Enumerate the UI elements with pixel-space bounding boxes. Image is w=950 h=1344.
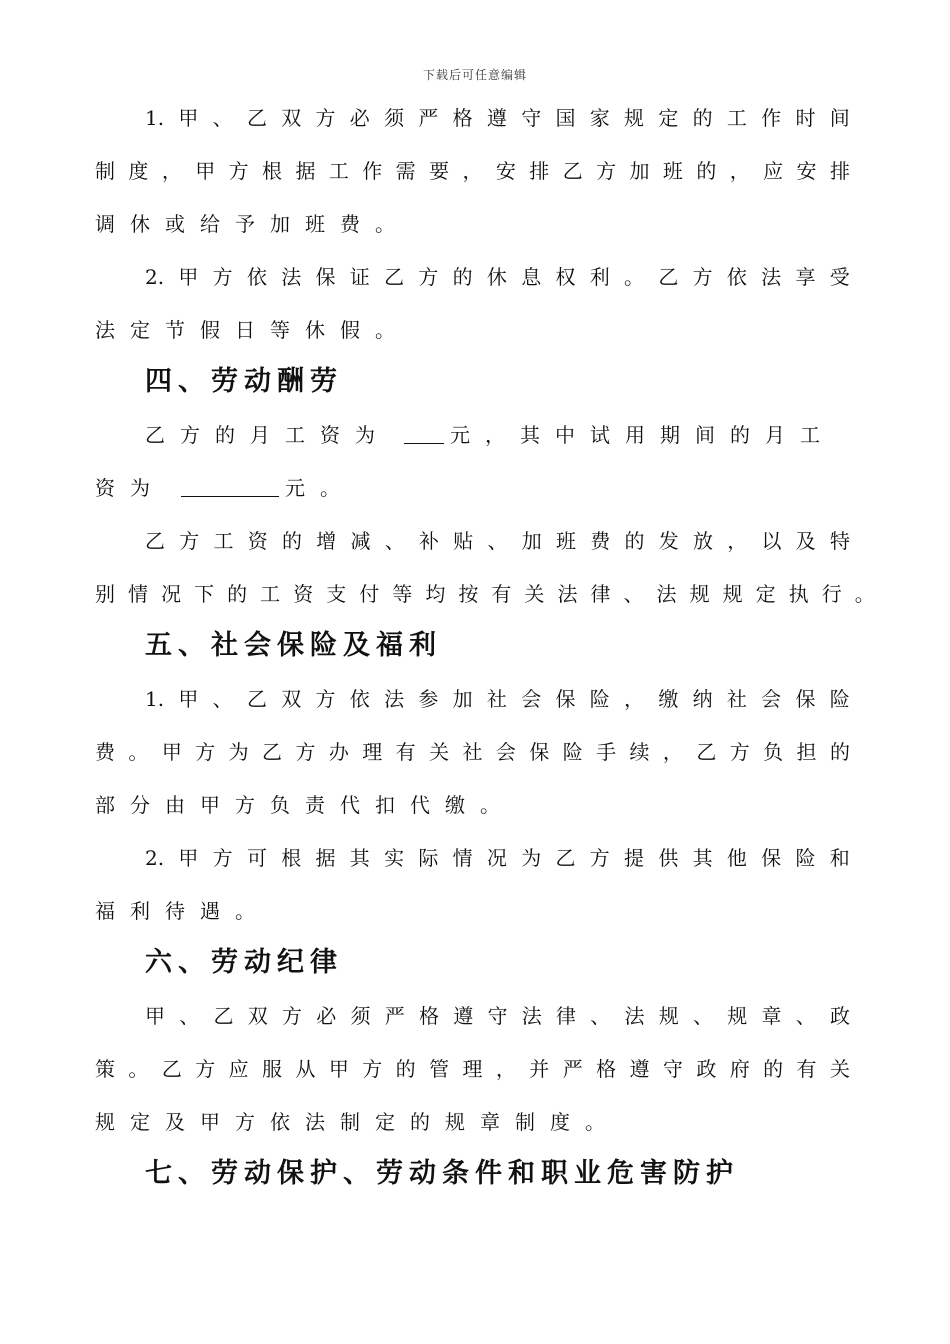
text-glyph: 加 (452, 687, 473, 711)
section-heading-discipline: 六、劳动纪律 (145, 947, 343, 978)
text-glyph: 制 (340, 1110, 360, 1134)
text-glyph: 有 (796, 1057, 817, 1081)
text-glyph: 方 (195, 1057, 216, 1081)
text-glyph: 甲 (178, 265, 199, 289)
text-glyph: 关 (429, 740, 450, 764)
text-glyph: 险 (589, 687, 610, 711)
text-glyph: 或 (165, 212, 185, 236)
text-glyph: 的 (452, 265, 473, 289)
text-glyph: 减 (350, 529, 371, 553)
text-glyph: 定 (755, 582, 776, 606)
text-glyph: 。 (480, 793, 500, 817)
text-glyph: 定 (130, 1110, 150, 1134)
salary-text-b: 元，其中试用期间的月工 (450, 423, 835, 447)
text-glyph: 社 (486, 687, 507, 711)
text-glyph: 规 (624, 106, 645, 130)
section-heading-insurance: 五、社会保险及福利 (145, 630, 442, 661)
text-glyph: 遵 (453, 1004, 474, 1028)
text-glyph: 下 (194, 582, 215, 606)
text-glyph: 放 (693, 529, 713, 553)
text-glyph: 法 (656, 582, 677, 606)
text-glyph: 工 (213, 529, 234, 553)
text-glyph: 方 (179, 529, 200, 553)
text-glyph: 。 (235, 899, 255, 923)
text-glyph: 会 (495, 740, 516, 764)
text-glyph: 律 (590, 582, 611, 606)
text-glyph: 策 (95, 1057, 115, 1081)
text-glyph: 方 (589, 846, 610, 870)
text-glyph: 况 (486, 846, 507, 870)
text-glyph: 法 (95, 318, 115, 342)
text-glyph: 双 (247, 1004, 268, 1028)
text-glyph: 他 (726, 846, 747, 870)
text-glyph: 双 (281, 106, 302, 130)
text-glyph: 守 (662, 1057, 683, 1081)
text-glyph: 险 (795, 846, 816, 870)
text-glyph: 费 (340, 212, 360, 236)
section-heading-remuneration: 四、劳动酬劳 (145, 366, 343, 397)
text-glyph: 假 (200, 318, 220, 342)
text-glyph: 甲 (178, 106, 199, 130)
text-glyph: 加 (270, 212, 290, 236)
text-glyph: 作 (362, 159, 383, 183)
text-glyph: 乙 (555, 846, 576, 870)
text-glyph: 的 (829, 740, 850, 764)
text-glyph: 方 (692, 265, 713, 289)
text-glyph: 根 (281, 846, 302, 870)
text-glyph: 待 (165, 899, 185, 923)
text-glyph: 格 (596, 1057, 617, 1081)
text-glyph: 加 (629, 159, 650, 183)
text-glyph: 方 (315, 106, 336, 130)
text-glyph: 。 (128, 1057, 149, 1081)
text-glyph: 提 (624, 846, 645, 870)
text-glyph: 从 (295, 1057, 316, 1081)
text-glyph: 安 (495, 159, 516, 183)
text-glyph: 参 (418, 687, 439, 711)
text-glyph: 、 (623, 582, 644, 606)
text-glyph: 工 (726, 106, 747, 130)
page-header-note: 下载后可任意编辑 (422, 68, 527, 82)
text-glyph: 2. (145, 265, 165, 289)
text-glyph: 班 (662, 159, 683, 183)
text-glyph: 服 (262, 1057, 283, 1081)
text-glyph: 受 (829, 265, 850, 289)
text-glyph: 办 (328, 740, 349, 764)
text-glyph: 定 (130, 318, 150, 342)
text-glyph: 为 (521, 846, 542, 870)
text-glyph: 遵 (629, 1057, 650, 1081)
text-glyph: 法 (281, 265, 302, 289)
text-line (145, 263, 850, 291)
text-glyph: 应 (763, 159, 784, 183)
text-glyph: 费 (590, 529, 611, 553)
salary-line-1 (145, 421, 835, 449)
text-glyph: 及 (165, 1110, 185, 1134)
text-glyph: ， (727, 529, 748, 553)
text-glyph: 方 (235, 793, 255, 817)
text-glyph: 特 (830, 529, 850, 553)
text-glyph: 调 (95, 212, 115, 236)
text-glyph: 据 (295, 159, 316, 183)
text-glyph: 甲 (200, 793, 220, 817)
text-line (145, 844, 850, 872)
text-glyph: 甲 (328, 1057, 349, 1081)
text-glyph: 费 (95, 740, 115, 764)
text-glyph: 息 (521, 265, 542, 289)
text-glyph: 守 (521, 106, 542, 130)
text-glyph: 、 (693, 1004, 713, 1028)
text-glyph: 假 (340, 318, 360, 342)
text-glyph: 、 (212, 687, 233, 711)
text-glyph: 严 (562, 1057, 583, 1081)
text-glyph: 方 (295, 740, 316, 764)
text-glyph: 排 (529, 159, 550, 183)
text-glyph: 关 (829, 1057, 850, 1081)
text-glyph: 乙 (246, 687, 267, 711)
text-glyph: 利 (130, 899, 150, 923)
text-glyph: 增 (316, 529, 337, 553)
text-glyph: 定 (658, 106, 679, 130)
text-glyph: 负 (270, 793, 290, 817)
text-glyph: 守 (487, 1004, 508, 1028)
text-glyph: 负 (763, 740, 784, 764)
salary-text-a: 乙方的月工资为 (145, 423, 390, 447)
text-line (95, 738, 850, 766)
text-glyph: 缴 (658, 687, 679, 711)
text-glyph: 续 (629, 740, 650, 764)
text-glyph: 规 (95, 1110, 115, 1134)
text-glyph: 缴 (445, 793, 465, 817)
text-glyph: 依 (246, 265, 267, 289)
text-glyph: 甲 (161, 740, 182, 764)
text-glyph: 规 (722, 582, 743, 606)
text-glyph: 规 (445, 1110, 465, 1134)
text-glyph: 甲 (200, 1110, 220, 1134)
text-glyph: 1. (145, 106, 165, 130)
text-glyph: 执 (788, 582, 809, 606)
text-glyph: 、 (795, 1004, 816, 1028)
salary-line-2 (95, 474, 850, 502)
text-glyph: 责 (305, 793, 325, 817)
text-glyph: 方 (235, 1110, 255, 1134)
text-glyph: 双 (281, 687, 302, 711)
text-line (95, 580, 875, 608)
text-glyph: 节 (165, 318, 185, 342)
text-glyph: 资 (247, 529, 268, 553)
text-glyph: 证 (349, 265, 370, 289)
text-glyph: 休 (130, 212, 150, 236)
text-glyph: 法 (521, 1004, 542, 1028)
text-glyph: 情 (452, 846, 473, 870)
text-glyph: 、 (384, 529, 405, 553)
text-glyph: 及 (795, 529, 816, 553)
text-glyph: 2. (145, 846, 165, 870)
text-glyph: 有 (395, 740, 416, 764)
text-glyph: 际 (418, 846, 439, 870)
text-glyph: 乙 (658, 265, 679, 289)
text-glyph: 的 (692, 106, 713, 130)
text-glyph: 1. (145, 687, 165, 711)
text-glyph: 严 (384, 1004, 405, 1028)
text-glyph: 规 (658, 1004, 679, 1028)
text-glyph: 由 (165, 793, 185, 817)
text-glyph: 的 (763, 1057, 784, 1081)
probation-salary-blank-field (181, 474, 279, 497)
text-glyph: 其 (349, 846, 370, 870)
text-glyph: 方 (315, 687, 336, 711)
text-glyph: 。 (624, 265, 645, 289)
text-line (95, 791, 850, 819)
text-glyph: 乙 (161, 1057, 182, 1081)
text-glyph: 甲 (178, 687, 199, 711)
text-glyph: 。 (375, 212, 395, 236)
text-glyph: 法 (384, 687, 405, 711)
salary-text-c: 资为 (95, 476, 165, 500)
text-glyph: 须 (384, 106, 405, 130)
text-glyph: 班 (556, 529, 576, 553)
text-glyph: 。 (854, 582, 875, 606)
salary-blank-field (404, 421, 444, 444)
text-glyph: 关 (524, 582, 545, 606)
text-glyph: 须 (350, 1004, 371, 1028)
text-glyph: 会 (761, 687, 782, 711)
text-glyph: 、 (179, 1004, 200, 1028)
text-glyph: 政 (696, 1057, 717, 1081)
text-glyph: 付 (359, 582, 380, 606)
text-glyph: 方 (729, 740, 750, 764)
text-glyph: 供 (658, 846, 679, 870)
section-heading-protection: 七、劳动保护、劳动条件和职业危害防护 (145, 1158, 739, 1189)
text-glyph: 需 (395, 159, 416, 183)
text-glyph: 和 (829, 846, 850, 870)
text-glyph: 代 (410, 793, 430, 817)
text-glyph: 分 (130, 793, 150, 817)
text-glyph: 为 (228, 740, 249, 764)
text-glyph: 工 (328, 159, 349, 183)
text-glyph: ， (624, 687, 645, 711)
text-glyph: 保 (529, 740, 550, 764)
text-glyph: 均 (425, 582, 446, 606)
text-glyph: 据 (315, 846, 336, 870)
text-glyph: ， (495, 1057, 516, 1081)
text-glyph: 、 (212, 106, 233, 130)
text-glyph: 家 (589, 106, 610, 130)
salary-text-d: 元。 (285, 476, 355, 500)
text-glyph: 乙 (384, 265, 405, 289)
text-glyph: 甲 (178, 846, 199, 870)
text-glyph: 方 (282, 1004, 302, 1028)
text-glyph: 予 (235, 212, 255, 236)
text-glyph: 依 (726, 265, 747, 289)
text-glyph: 保 (555, 687, 576, 711)
text-glyph: 休 (486, 265, 507, 289)
text-glyph: 必 (316, 1004, 337, 1028)
text-glyph: 会 (521, 687, 542, 711)
text-glyph: 法 (624, 1004, 645, 1028)
text-glyph: 方 (195, 740, 216, 764)
text-glyph: 乙 (213, 1004, 234, 1028)
text-glyph: 情 (128, 582, 149, 606)
text-line (95, 1055, 850, 1083)
text-line (145, 685, 850, 713)
text-glyph: 。 (128, 740, 149, 764)
text-glyph: 担 (796, 740, 817, 764)
text-glyph: ， (729, 159, 750, 183)
text-glyph: 甲 (195, 159, 216, 183)
text-glyph: 政 (830, 1004, 850, 1028)
text-glyph: 方 (596, 159, 617, 183)
text-glyph: 等 (392, 582, 413, 606)
text-glyph: 乙 (696, 740, 717, 764)
text-glyph: 的 (227, 582, 248, 606)
text-glyph: 间 (829, 106, 850, 130)
text-glyph: 享 (795, 265, 816, 289)
text-glyph: 况 (161, 582, 182, 606)
text-glyph: 严 (418, 106, 439, 130)
text-glyph: 依 (349, 687, 370, 711)
text-line (145, 104, 850, 132)
text-glyph: 代 (340, 793, 360, 817)
text-line (95, 897, 850, 925)
text-glyph: 、 (590, 1004, 611, 1028)
text-glyph: 的 (282, 529, 302, 553)
text-glyph: 纳 (692, 687, 713, 711)
text-glyph: 的 (395, 1057, 416, 1081)
text-glyph: 补 (419, 529, 439, 553)
text-glyph: 。 (375, 318, 395, 342)
text-glyph: 手 (596, 740, 617, 764)
text-glyph: 有 (491, 582, 512, 606)
text-glyph: 别 (95, 582, 115, 606)
text-glyph: 制 (515, 1110, 535, 1134)
text-glyph: 律 (556, 1004, 576, 1028)
text-glyph: 按 (458, 582, 479, 606)
text-glyph: 给 (200, 212, 220, 236)
text-glyph: 部 (95, 793, 115, 817)
text-glyph: 保 (761, 846, 782, 870)
text-glyph: 遇 (200, 899, 220, 923)
text-glyph: 乙 (262, 740, 283, 764)
text-glyph: 险 (562, 740, 583, 764)
text-glyph: ， (462, 159, 483, 183)
text-line (95, 1108, 850, 1136)
text-glyph: 加 (521, 529, 542, 553)
text-glyph: 支 (326, 582, 347, 606)
text-glyph: ， (161, 159, 182, 183)
text-glyph: 扣 (375, 793, 395, 817)
text-glyph: 府 (729, 1057, 750, 1081)
text-glyph: 度 (550, 1110, 570, 1134)
text-glyph: 遵 (486, 106, 507, 130)
text-glyph: 乙 (246, 106, 267, 130)
text-glyph: 时 (795, 106, 816, 130)
text-glyph: 法 (761, 265, 782, 289)
text-glyph: 以 (761, 529, 782, 553)
text-glyph: 安 (796, 159, 817, 183)
text-glyph: 方 (212, 265, 233, 289)
text-glyph: 的 (624, 529, 645, 553)
text-glyph: 福 (95, 899, 115, 923)
text-glyph: 保 (795, 687, 816, 711)
text-glyph: 作 (761, 106, 782, 130)
text-glyph: 甲 (145, 1004, 165, 1028)
text-glyph: 实 (384, 846, 405, 870)
text-glyph: 险 (829, 687, 850, 711)
text-glyph: 社 (726, 687, 747, 711)
text-glyph: 应 (228, 1057, 249, 1081)
text-glyph: 其 (692, 846, 713, 870)
text-line (145, 527, 850, 555)
text-glyph: 管 (429, 1057, 450, 1081)
text-glyph: 格 (419, 1004, 439, 1028)
text-glyph: 方 (212, 846, 233, 870)
text-glyph: 乙 (145, 529, 165, 553)
text-glyph: 要 (429, 159, 450, 183)
text-glyph: 规 (727, 1004, 748, 1028)
text-glyph: 必 (349, 106, 370, 130)
text-glyph: 行 (821, 582, 842, 606)
text-glyph: 度 (128, 159, 149, 183)
text-glyph: 社 (462, 740, 483, 764)
text-glyph: 权 (555, 265, 576, 289)
text-glyph: 格 (452, 106, 473, 130)
text-glyph: 定 (375, 1110, 395, 1134)
text-glyph: 依 (270, 1110, 290, 1134)
text-glyph: 国 (555, 106, 576, 130)
text-glyph: 的 (696, 159, 717, 183)
text-glyph: 排 (829, 159, 850, 183)
text-glyph: 并 (529, 1057, 550, 1081)
text-glyph: 发 (658, 529, 679, 553)
text-glyph: 章 (480, 1110, 500, 1134)
text-glyph: 。 (585, 1110, 605, 1134)
text-line (95, 157, 850, 185)
text-glyph: 方 (362, 1057, 383, 1081)
text-glyph: 制 (95, 159, 115, 183)
text-glyph: 休 (305, 318, 325, 342)
text-glyph: 规 (689, 582, 710, 606)
text-glyph: 理 (362, 740, 383, 764)
text-glyph: 保 (315, 265, 336, 289)
text-glyph: 贴 (453, 529, 474, 553)
text-glyph: 法 (557, 582, 578, 606)
text-glyph: 可 (246, 846, 267, 870)
text-glyph: 乙 (562, 159, 583, 183)
text-glyph: 等 (270, 318, 290, 342)
text-glyph: 日 (235, 318, 255, 342)
text-glyph: 、 (487, 529, 508, 553)
text-glyph: 根 (262, 159, 283, 183)
text-glyph: 工 (260, 582, 281, 606)
text-glyph: 利 (589, 265, 610, 289)
text-glyph: 资 (293, 582, 314, 606)
text-glyph: 章 (761, 1004, 782, 1028)
text-line (95, 210, 850, 238)
text-glyph: 方 (418, 265, 439, 289)
text-glyph: ， (662, 740, 683, 764)
text-line (95, 316, 850, 344)
text-glyph: 班 (305, 212, 325, 236)
text-line (145, 1002, 850, 1030)
text-glyph: 理 (462, 1057, 483, 1081)
text-glyph: 方 (228, 159, 249, 183)
text-glyph: 的 (410, 1110, 430, 1134)
text-glyph: 法 (305, 1110, 325, 1134)
